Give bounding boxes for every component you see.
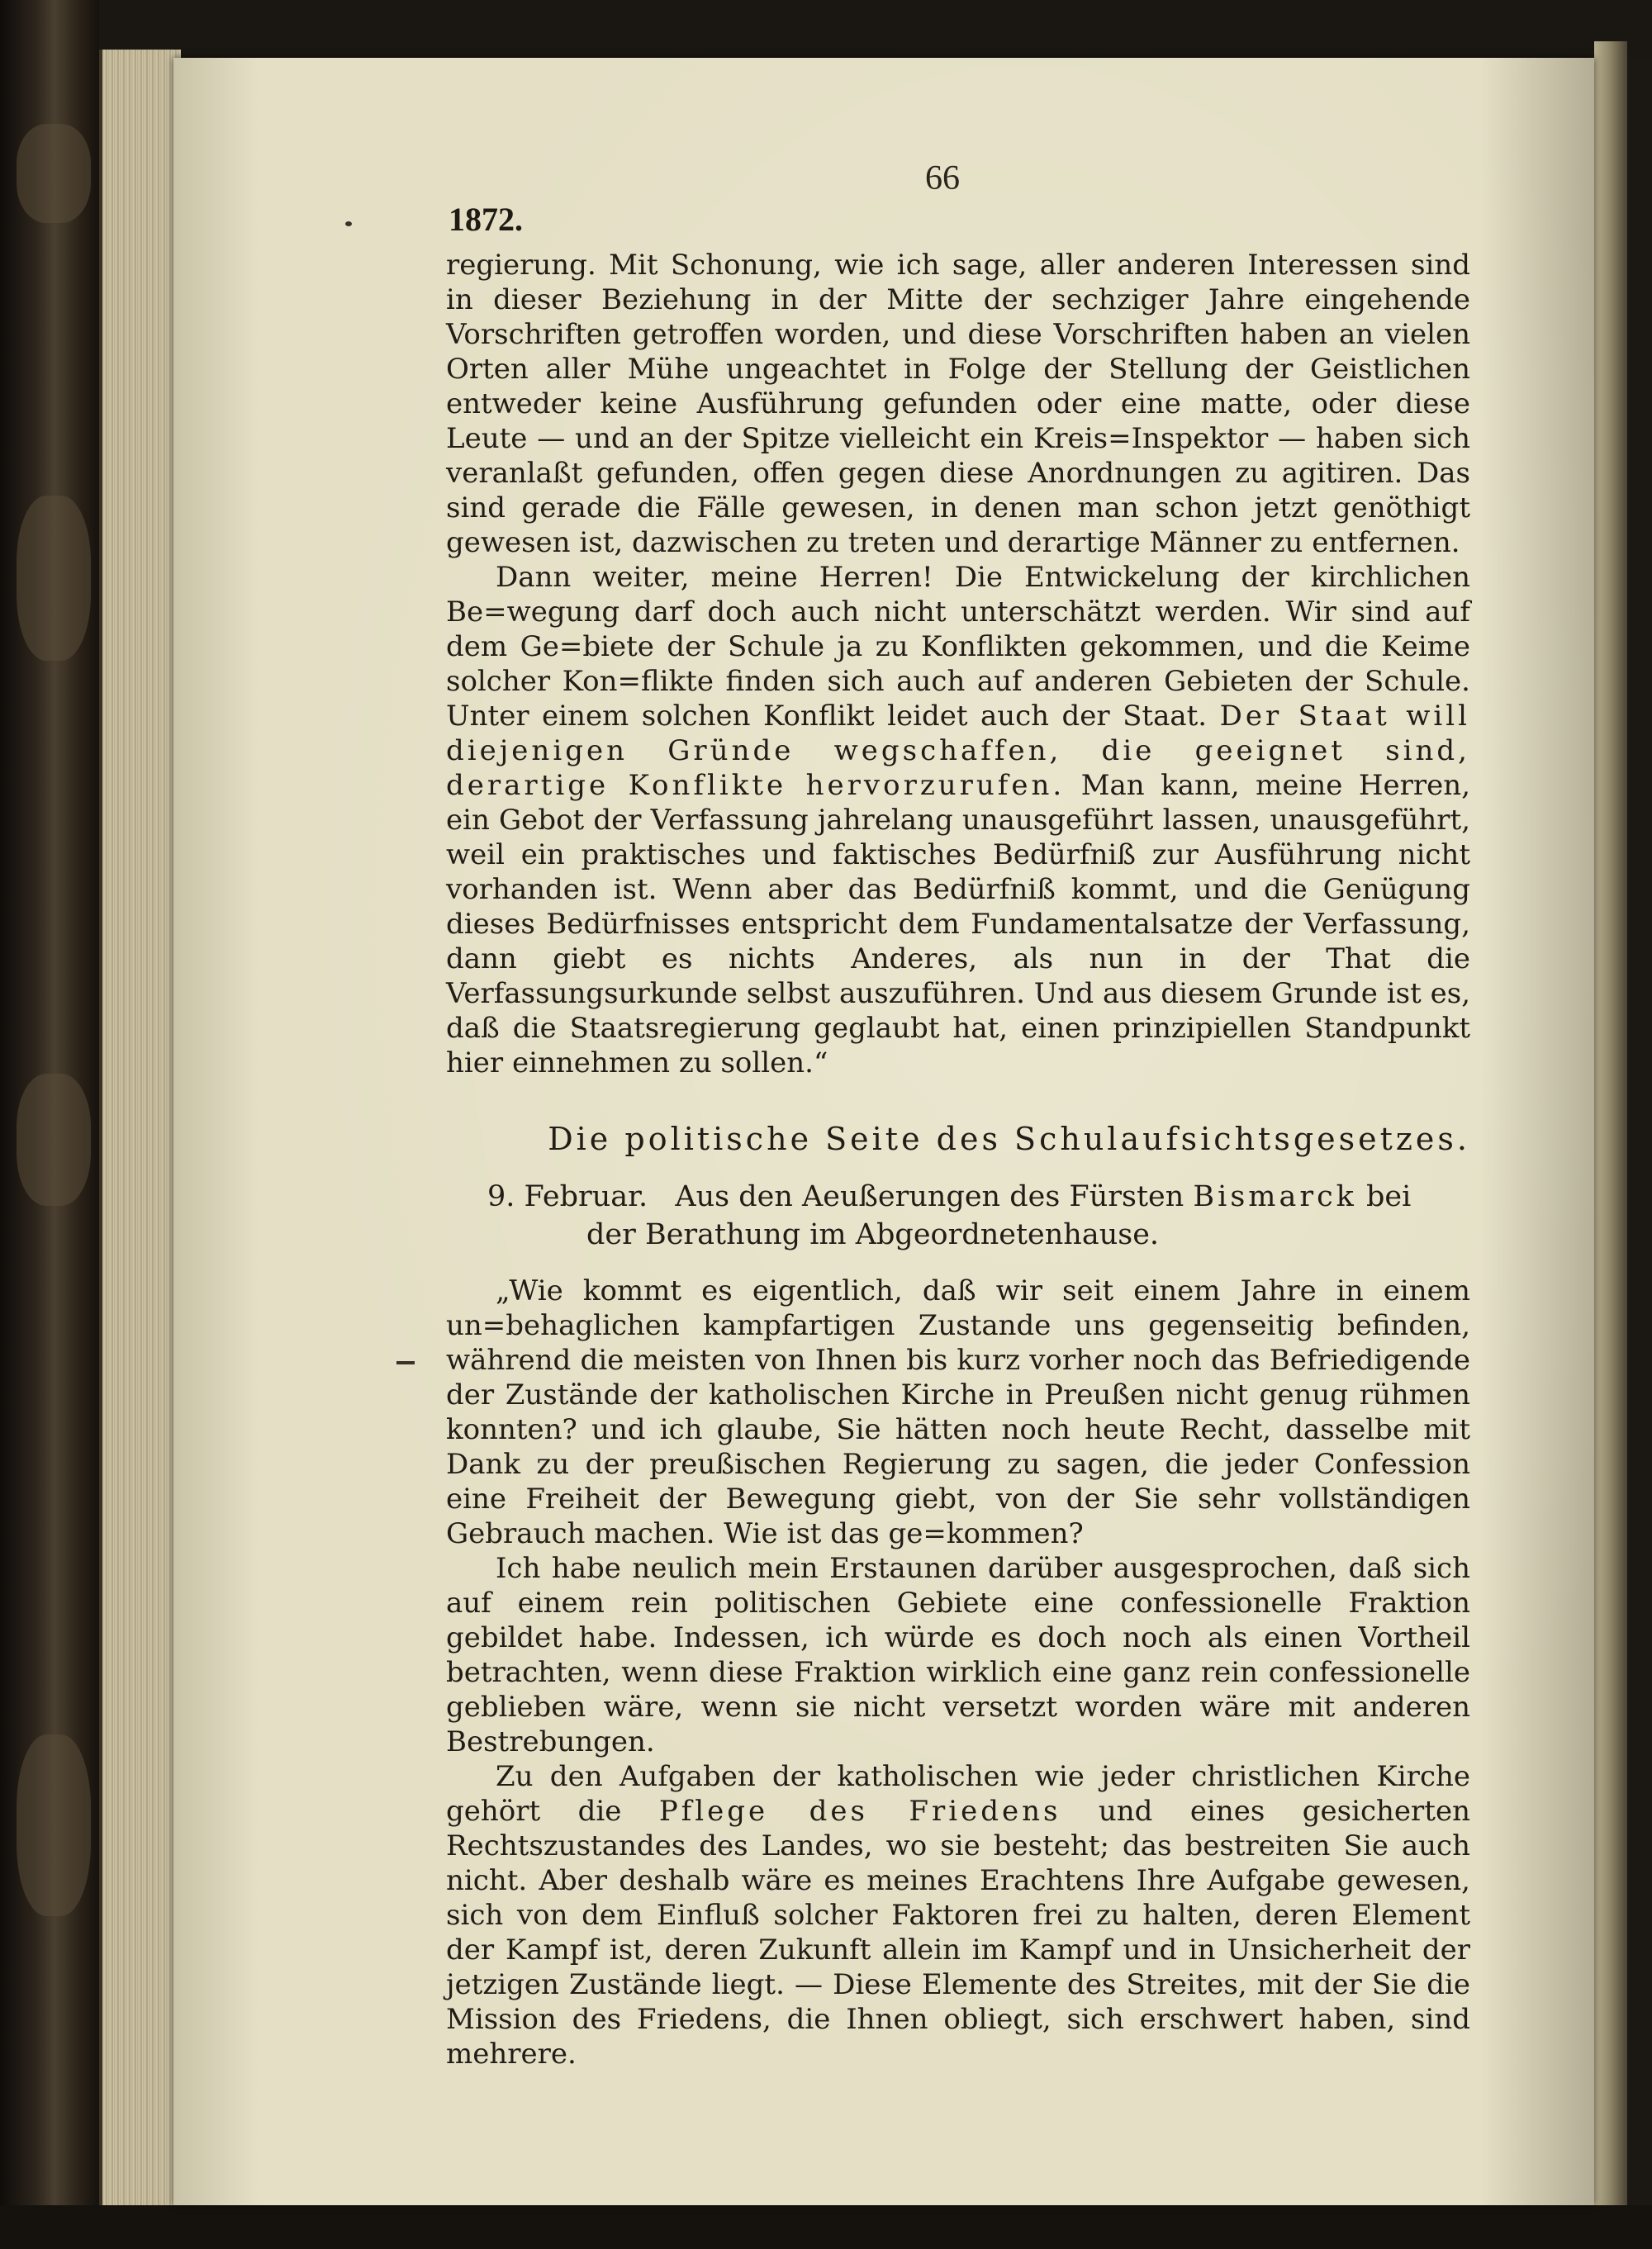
speech-paragraph-1: „Wie kommt es eigentlich, daß wir seit einem Jahre in einem un=behaglichen kampfartigen Zustande uns gegenseitig befinden, während die meisten von Ihnen bis kurz vorher noch das Befriedigende der Zustände der katholischen Kirche in Preußen nicht genug rühmen konnten? und ich glaube, Sie hätten noch heute Recht, dasselbe mit Dank zu der preußischen Regierung zu sagen, die jeder Confession eine Freiheit der Bewegung giebt, von der Sie sehr vollständigen Gebrauch machen. Wie ist das ge=kommen? xyxy=(446,1274,1470,1550)
body-paragraph-2-part-1: Dann weiter, meine Herren! Die Entwickelung der kirchlichen Be=wegung darf doch auch nicht unterschätzt werden. Wir sind auf dem Ge=biete der Schule ja zu Konflikten gekommen, und die Keime solcher Kon=flikte finden sich auch auf anderen Gebieten der Schule. Unter einem solchen Konflikt leidet auch der Staat. xyxy=(446,561,1470,733)
speech-paragraph-2: Ich habe neulich mein Erstaunen darüber ausgesprochen, daß sich auf einem rein politischen Gebiete eine confessionelle Fraktion gebildet habe. Indessen, ich würde es doch noch als einen Vortheil betrachten, wenn diese Fraktion wirklich eine ganz rein confessionelle geblieben wäre, wenn sie nicht versetzt worden wäre mit anderen Bestrebungen. xyxy=(446,1552,1470,1758)
speech-paragraph-3 xyxy=(446,1759,1470,2071)
margin-mark xyxy=(396,1361,415,1364)
scan-background-bottom xyxy=(0,2205,1652,2249)
section-title-line2: der Berathung im Abgeordnetenhause. xyxy=(586,1218,1160,1251)
facing-page-edge xyxy=(1594,41,1627,2230)
cover-marbling xyxy=(17,1734,91,1916)
section-title-name: Bismarck xyxy=(1193,1180,1357,1213)
section-date: 9. Februar. xyxy=(487,1180,648,1213)
margin-dot xyxy=(345,221,352,226)
page-text xyxy=(446,248,1470,2071)
running-year: 1872. xyxy=(449,201,523,238)
page-fore-edge xyxy=(99,50,181,2213)
body-paragraph-2-emphasis: Der Staat will diejenigen Gründe wegschaffen, die geeignet sind, derartige Konflikte hervorzurufen. xyxy=(446,700,1470,802)
section-heading: Die politische Seite des Schulaufsichtsgesetzes. xyxy=(548,1121,1470,1157)
body-paragraph-2-part-2: Man kann, meine Herren, ein Gebot der Verfassung jahrelang unausgeführt lassen, unausgeführt, weil ein praktisches und faktisches Bedürfniß zur Ausführung nicht vorhanden ist. Wenn aber das Bedürfniß kommt, und die Genügung dieses Bedürfnisses entspricht dem Fundamentalsatze der Verfassung, dann giebt es nichts Anderes, als nun in der That die Verfassungsurkunde selbst auszuführen. Und aus diesem Grunde ist es, daß die Staatsregierung geglaubt hat, einen prinzipiellen Standpunkt hier einnehmen zu sollen.“ xyxy=(446,769,1470,1079)
cover-marbling xyxy=(17,1074,91,1206)
cover-marbling xyxy=(17,496,91,661)
section-title-line1-post: bei xyxy=(1366,1180,1412,1213)
body-paragraph-2 xyxy=(446,560,1470,1080)
speech-paragraph-3-part-2: und eines gesicherten Rechtszustandes des Landes, wo sie besteht; das bestreiten Sie auch nicht. Aber deshalb wäre es meines Erachtens Ihre Aufgabe gewesen, sich von dem Einfluß solcher Faktoren frei zu halten, deren Element der Kampf ist, deren Zukunft allein im Kampf und in Unsicherheit der jetzigen Zustände liegt. — Diese Elemente des Streites, mit der Sie die Mission des Friedens, die Ihnen obliegt, sich erschwert haben, sind mehrere. xyxy=(446,1795,1470,2071)
scan-background-top xyxy=(0,0,1652,58)
section-title xyxy=(446,1178,1470,1254)
cover-marbling xyxy=(17,124,91,223)
book-cover-left xyxy=(0,0,99,2249)
speech-paragraph-3-part-1: Zu den Aufgaben der katholischen wie jeder christlichen Kirche gehört die xyxy=(446,1760,1470,1828)
page-number: 66 xyxy=(925,159,960,197)
section-title-line1-pre: Aus den Aeußerungen des Fürsten xyxy=(675,1180,1184,1213)
body-paragraph-1: regierung. Mit Schonung, wie ich sage, aller anderen Interessen sind in dieser Beziehung in der Mitte der sechziger Jahre eingehende Vorschriften getroffen worden, und diese Vorschriften haben an vielen Orten aller Mühe ungeachtet in Folge der Stellung der Geistlichen entweder keine Ausführung gefunden oder eine matte, oder diese Leute — und an der Spitze vielleicht ein Kreis=Inspektor — haben sich veranlaßt gefunden, offen gegen diese Anordnungen zu agitiren. Das sind gerade die Fälle gewesen, in denen man schon jetzt genöthigt gewesen ist, dazwischen zu treten und derartige Männer zu entfernen. xyxy=(446,249,1470,559)
speech-paragraph-3-emphasis: Pflege des Friedens xyxy=(658,1795,1061,1828)
